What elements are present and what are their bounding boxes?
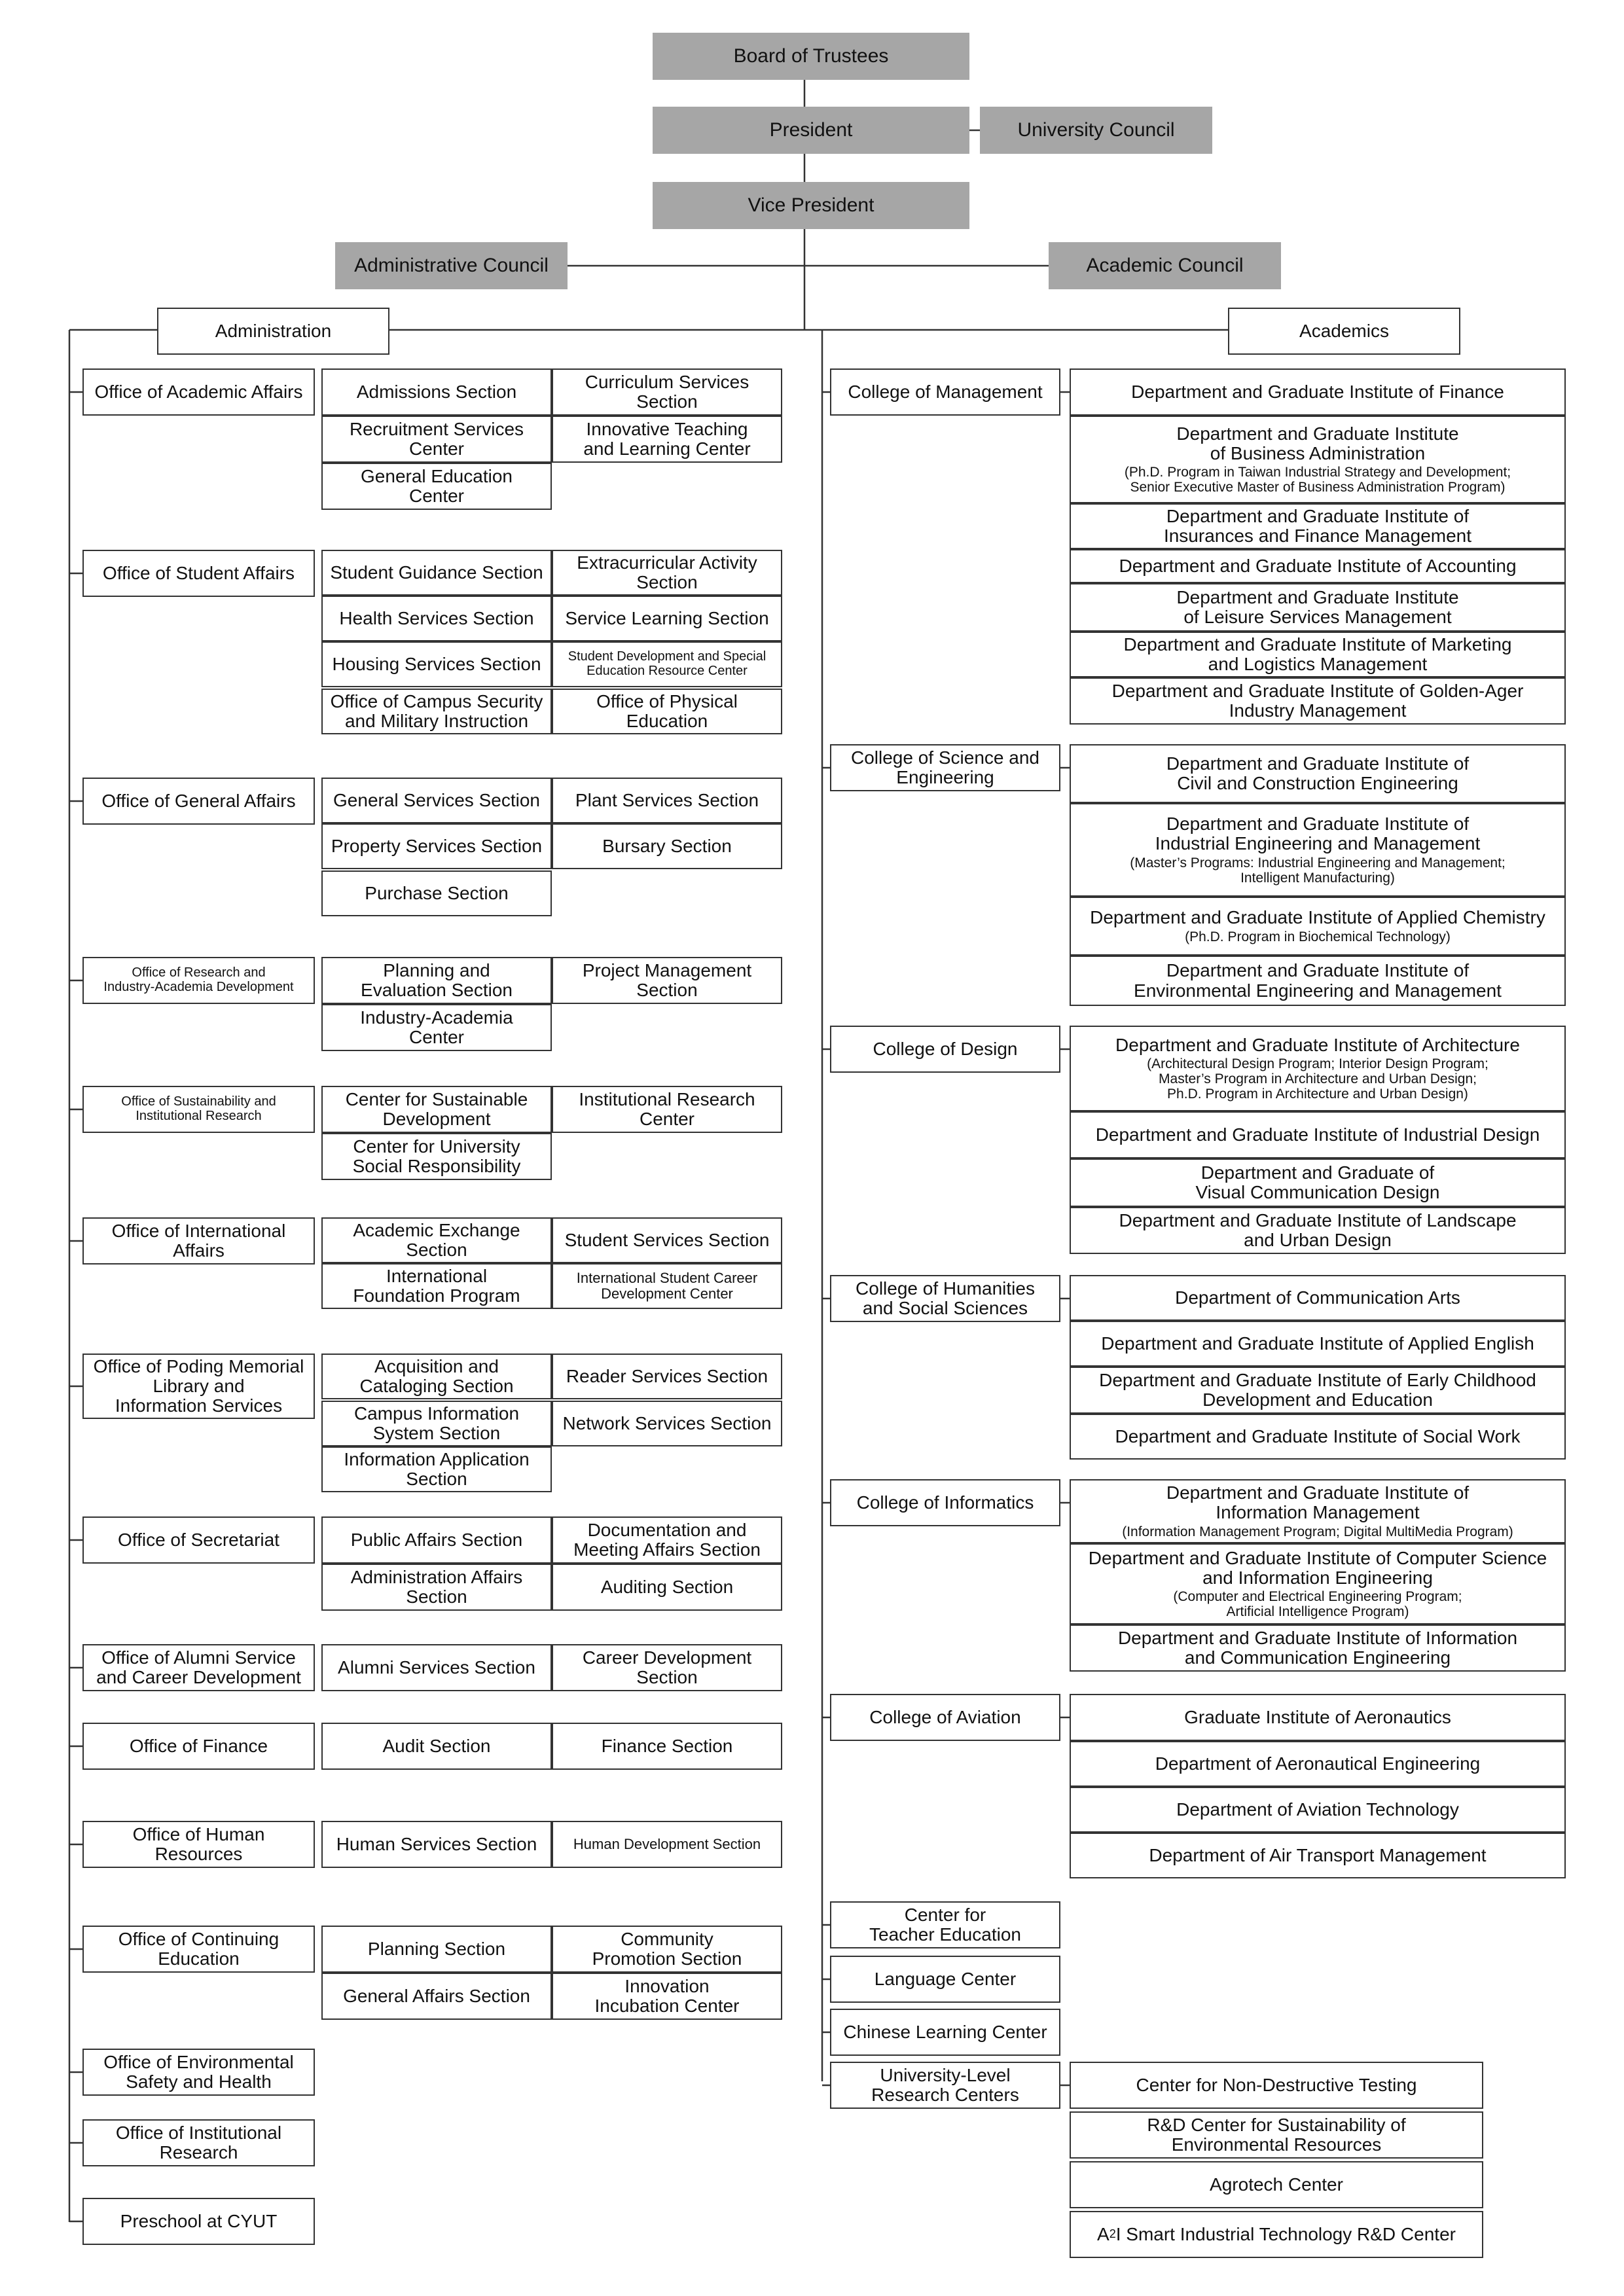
office-2: Office of General Affairs [82, 778, 315, 825]
college-5-dept-3 [1070, 1833, 1566, 1878]
college-3-dept-3 [1070, 1414, 1566, 1460]
office-5-unit-0: Academic Exchange Section [321, 1217, 552, 1263]
dept-name: Department of Aviation Technology [1176, 1799, 1459, 1820]
office-1-unit-0: Student Guidance Section [321, 550, 552, 596]
dept-programs: (Master’s Programs: Industrial Engineering and Management; Intelligent Manufacturing) [1130, 855, 1506, 886]
research-center-1: R&D Center for Sustainability of Environmental Resources [1070, 2111, 1483, 2159]
administrative-council: Administrative Council [335, 242, 568, 289]
college-4-dept-1 [1070, 1543, 1566, 1624]
dept-name: Department and Graduate Institute of Architecture [1115, 1034, 1520, 1055]
college-0: College of Management [830, 368, 1060, 416]
dept-name: Department and Graduate Institute of Civil and Construction Engineering [1166, 753, 1470, 793]
dept-name: Department of Aeronautical Engineering [1155, 1753, 1481, 1774]
office-7-unit-1: Documentation and Meeting Affairs Section [552, 1516, 782, 1564]
university-council: University Council [980, 107, 1212, 154]
office-12: Office of Environmental Safety and Health [82, 2049, 315, 2096]
office-2-unit-1: Plant Services Section [552, 778, 782, 823]
office-7-unit-3: Auditing Section [552, 1564, 782, 1611]
dept-name: Department and Graduate Institute of Marketing and Logistics Management [1123, 634, 1512, 674]
office-1: Office of Student Affairs [82, 550, 315, 597]
office-11-unit-0: Planning Section [321, 1926, 552, 1973]
dept-name: Department and Graduate Institute of Insurances and Finance Management [1163, 505, 1472, 546]
office-4-unit-2: Center for University Social Responsibility [321, 1133, 552, 1180]
dept-name: Department and Graduate Institute of Environmental Engineering and Management [1134, 960, 1502, 1001]
office-1-unit-5: Student Development and Special Education Resource Center [552, 641, 782, 687]
center-2: Chinese Learning Center [830, 2009, 1060, 2056]
college-2-dept-0 [1070, 1026, 1566, 1111]
academics-header: Academics [1228, 308, 1460, 355]
office-1-unit-1: Extracurricular Activity Section [552, 550, 782, 596]
dept-name: Department and Graduate Institute of Computer Science and Information Engineering [1088, 1547, 1547, 1588]
office-9-unit-1: Finance Section [552, 1723, 782, 1770]
office-10-unit-1: Human Development Section [552, 1821, 782, 1868]
dept-name: Department and Graduate Institute of Accounting [1119, 555, 1517, 576]
college-3: College of Humanities and Social Sciences [830, 1275, 1060, 1322]
dept-name: Department and Graduate Institute of Applied Chemistry [1090, 907, 1545, 928]
college-5-dept-0 [1070, 1694, 1566, 1741]
office-1-unit-6: Office of Campus Security and Military Instruction [321, 689, 552, 734]
college-3-dept-0 [1070, 1275, 1566, 1321]
office-6-unit-4: Information Application Section [321, 1446, 552, 1492]
college-1-dept-2 [1070, 897, 1566, 956]
office-3-unit-1: Project Management Section [552, 957, 782, 1004]
office-5-unit-3: International Student Career Development Center [552, 1263, 782, 1309]
office-10-unit-0: Human Services Section [321, 1821, 552, 1868]
college-2-dept-1 [1070, 1111, 1566, 1158]
college-0-dept-6 [1070, 677, 1566, 725]
college-0-dept-4 [1070, 583, 1566, 632]
office-2-unit-3: Bursary Section [552, 823, 782, 869]
office-8-unit-1: Career Development Section [552, 1644, 782, 1691]
president: President [653, 107, 969, 154]
office-14: Preschool at CYUT [82, 2198, 315, 2245]
dept-name: Department and Graduate Institute of Early Childhood Development and Education [1099, 1369, 1536, 1410]
office-11-unit-2: General Affairs Section [321, 1973, 552, 2020]
college-0-dept-3 [1070, 549, 1566, 583]
college-3-dept-1 [1070, 1321, 1566, 1367]
dept-name: Department and Graduate Institute of Industrial Design [1095, 1124, 1540, 1145]
college-3-dept-2 [1070, 1367, 1566, 1414]
academic-council: Academic Council [1049, 242, 1281, 289]
college-5: College of Aviation [830, 1694, 1060, 1741]
college-4-dept-2 [1070, 1624, 1566, 1672]
office-2-unit-0: General Services Section [321, 778, 552, 823]
board-of-trustees: Board of Trustees [653, 33, 969, 80]
office-1-unit-3: Service Learning Section [552, 596, 782, 641]
office-6: Office of Poding Memorial Library and Information Services [82, 1354, 315, 1419]
college-1: College of Science and Engineering [830, 744, 1060, 791]
dept-name: Department and Graduate of Visual Communication Design [1195, 1162, 1440, 1202]
office-13: Office of Institutional Research [82, 2119, 315, 2166]
office-5-unit-2: International Foundation Program [321, 1263, 552, 1309]
research-center-2: Agrotech Center [1070, 2161, 1483, 2208]
dept-name: Department and Graduate Institute of Industrial Engineering and Management [1155, 814, 1481, 854]
university-research-centers: University-Level Research Centers [830, 2062, 1060, 2109]
administration-header: Administration [157, 308, 389, 355]
dept-programs: (Information Management Program; Digital MultiMedia Program) [1122, 1524, 1513, 1539]
office-2-unit-2: Property Services Section [321, 823, 552, 869]
dept-name: Department and Graduate Institute of Information and Communication Engineering [1117, 1627, 1518, 1668]
office-4: Office of Sustainability and Institutional Research [82, 1086, 315, 1133]
college-2: College of Design [830, 1026, 1060, 1073]
office-3: Office of Research and Industry-Academia Development [82, 957, 315, 1004]
office-6-unit-3: Network Services Section [552, 1401, 782, 1446]
office-6-unit-2: Campus Information System Section [321, 1401, 552, 1446]
office-5-unit-1: Student Services Section [552, 1217, 782, 1263]
vice-president: Vice President [653, 182, 969, 229]
college-5-dept-1 [1070, 1741, 1566, 1787]
office-0-unit-3: Innovative Teaching and Learning Center [552, 416, 782, 463]
college-5-dept-2 [1070, 1787, 1566, 1833]
college-0-dept-5 [1070, 632, 1566, 677]
college-4-dept-0 [1070, 1479, 1566, 1543]
office-11-unit-1: Community Promotion Section [552, 1926, 782, 1973]
office-0-unit-0: Admissions Section [321, 368, 552, 416]
office-6-unit-1: Reader Services Section [552, 1354, 782, 1399]
dept-name: Department and Graduate Institute of Golden-Ager Industry Management [1111, 680, 1524, 721]
office-4-unit-1: Institutional Research Center [552, 1086, 782, 1133]
office-8: Office of Alumni Service and Career Development [82, 1644, 315, 1691]
dept-name: Department and Graduate Institute of Information Management [1166, 1482, 1470, 1523]
office-3-unit-0: Planning and Evaluation Section [321, 957, 552, 1004]
office-9: Office of Finance [82, 1723, 315, 1770]
dept-name: Department and Graduate Institute of Landscape and Urban Design [1119, 1210, 1517, 1250]
office-0-unit-2: Recruitment Services Center [321, 416, 552, 463]
office-11: Office of Continuing Education [82, 1926, 315, 1973]
dept-name: Department of Air Transport Management [1149, 1844, 1487, 1865]
office-7: Office of Secretariat [82, 1516, 315, 1564]
research-center-a2i [1070, 2211, 1483, 2258]
office-7-unit-0: Public Affairs Section [321, 1516, 552, 1564]
dept-programs: (Architectural Design Program; Interior Design Program; Master’s Program in Architecture and Urban Design; Ph.D. Program in Architecture and Urban Design) [1147, 1056, 1489, 1102]
college-0-dept-0 [1070, 368, 1566, 416]
office-6-unit-0: Acquisition and Cataloging Section [321, 1354, 552, 1399]
office-11-unit-3: Innovation Incubation Center [552, 1973, 782, 2020]
a2i-superscript: 2 [1109, 2227, 1116, 2241]
dept-programs: (Ph.D. Program in Biochemical Technology) [1185, 929, 1451, 944]
dept-name: Department and Graduate Institute of Finance [1131, 381, 1504, 402]
center-1: Language Center [830, 1956, 1060, 2003]
office-5: Office of International Affairs [82, 1217, 315, 1265]
office-7-unit-2: Administration Affairs Section [321, 1564, 552, 1611]
dept-name: Department and Graduate Institute of Business Administration [1176, 423, 1459, 463]
office-3-unit-2: Industry-Academia Center [321, 1004, 552, 1051]
office-8-unit-0: Alumni Services Section [321, 1644, 552, 1691]
office-2-unit-4: Purchase Section [321, 870, 552, 916]
dept-name: Department and Graduate Institute of Applied English [1101, 1333, 1534, 1354]
office-0-unit-1: Curriculum Services Section [552, 368, 782, 416]
office-0-unit-4: General Education Center [321, 463, 552, 510]
dept-programs: (Ph.D. Program in Taiwan Industrial Strategy and Development; Senior Executive Master of Business Administration Program) [1124, 465, 1511, 495]
dept-programs: (Computer and Electrical Engineering Program; Artificial Intelligence Program) [1173, 1589, 1462, 1620]
office-9-unit-0: Audit Section [321, 1723, 552, 1770]
office-4-unit-0: Center for Sustainable Development [321, 1086, 552, 1133]
a2i-prefix: A [1097, 2223, 1110, 2244]
college-0-dept-2 [1070, 503, 1566, 549]
office-1-unit-7: Office of Physical Education [552, 689, 782, 734]
college-2-dept-3 [1070, 1207, 1566, 1254]
college-1-dept-0 [1070, 744, 1566, 803]
college-1-dept-3 [1070, 956, 1566, 1006]
office-1-unit-4: Housing Services Section [321, 641, 552, 687]
office-10: Office of Human Resources [82, 1821, 315, 1868]
college-2-dept-2 [1070, 1158, 1566, 1207]
dept-name: Department of Communication Arts [1175, 1287, 1460, 1308]
dept-name: Graduate Institute of Aeronautics [1184, 1706, 1451, 1727]
office-1-unit-2: Health Services Section [321, 596, 552, 641]
dept-name: Department and Graduate Institute of Leisure Services Management [1176, 586, 1459, 627]
dept-name: Department and Graduate Institute of Social Work [1115, 1426, 1521, 1446]
office-0: Office of Academic Affairs [82, 368, 315, 416]
college-4: College of Informatics [830, 1479, 1060, 1526]
college-1-dept-1 [1070, 803, 1566, 897]
a2i-rest: I Smart Industrial Technology R&D Center [1115, 2223, 1456, 2244]
research-center-0: Center for Non-Destructive Testing [1070, 2062, 1483, 2109]
college-0-dept-1 [1070, 416, 1566, 503]
center-0: Center for Teacher Education [830, 1901, 1060, 1948]
